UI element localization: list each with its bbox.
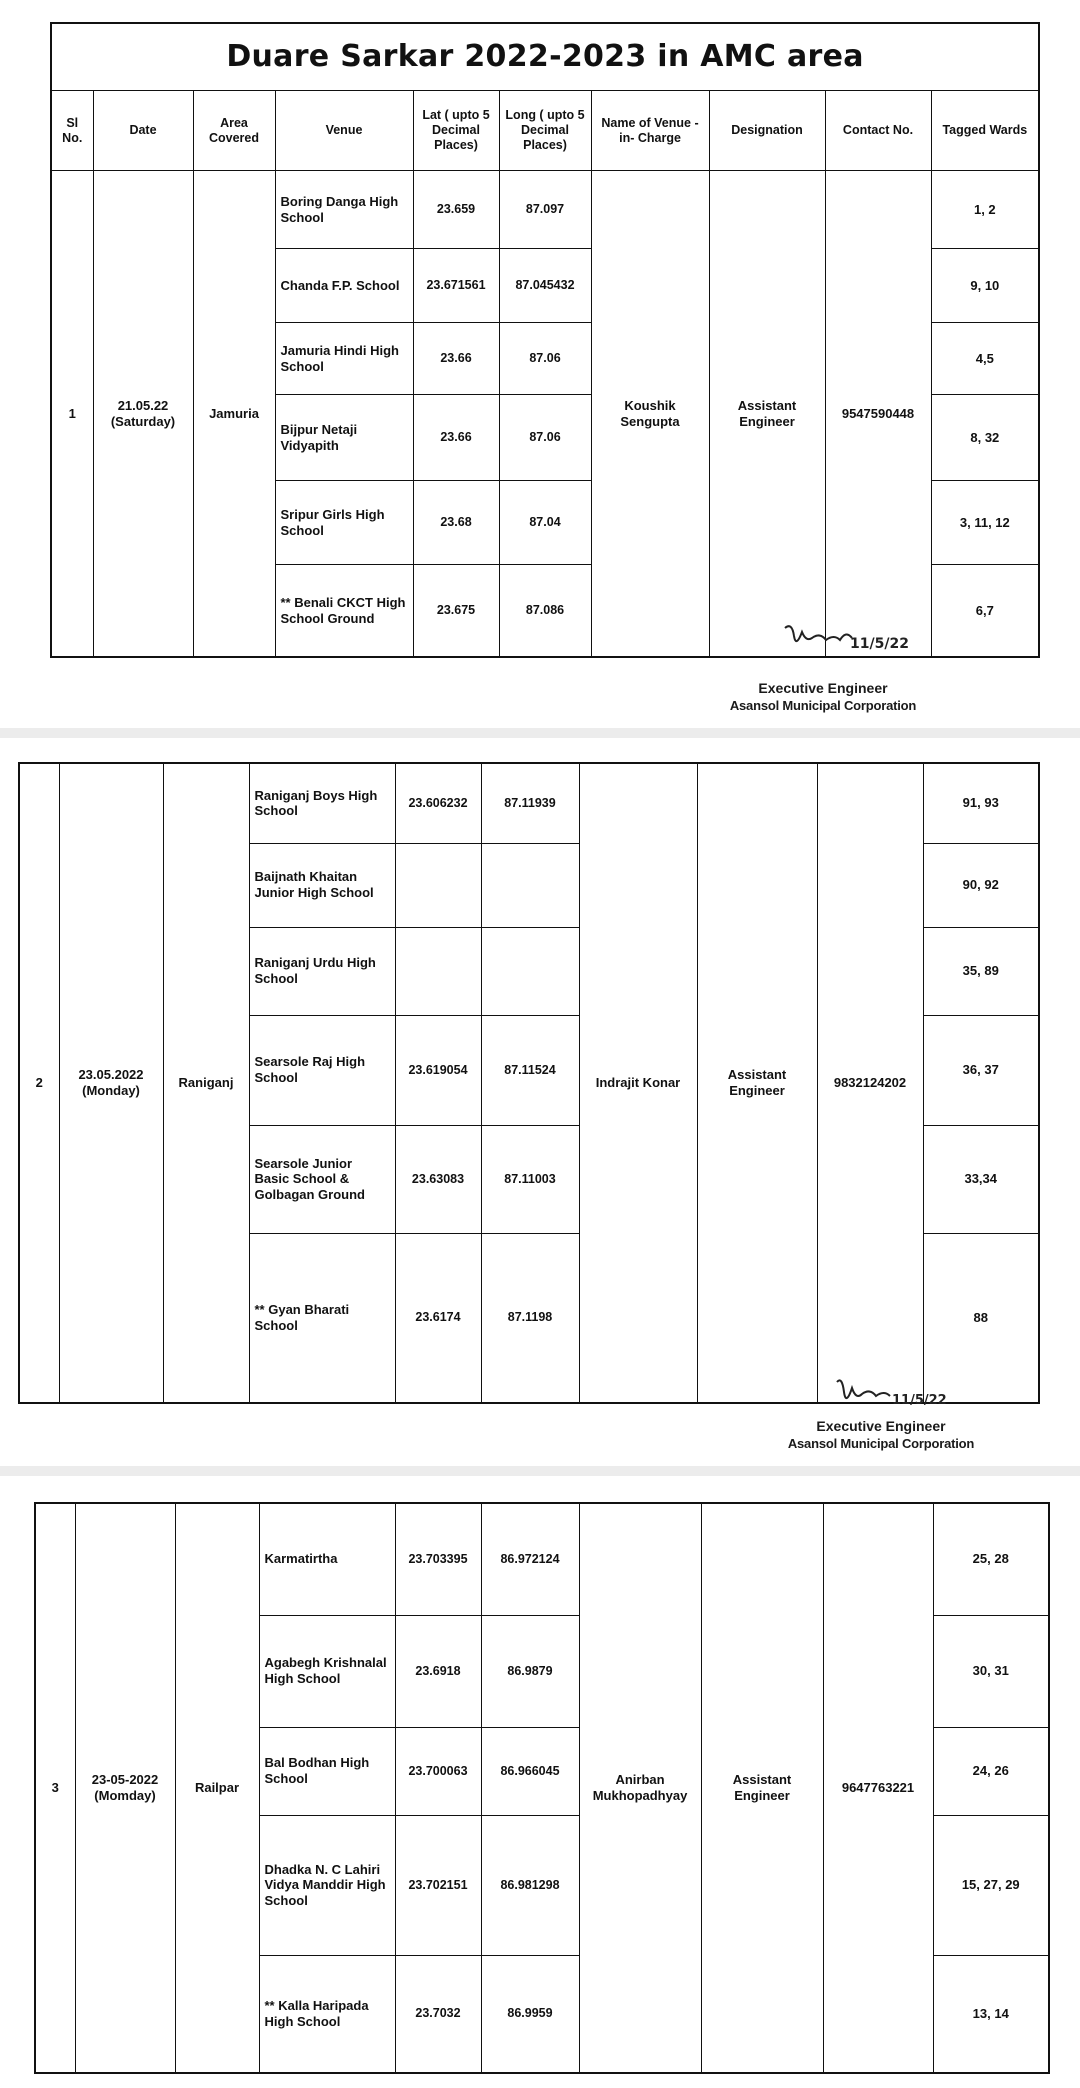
long-cell: 86.972124	[481, 1503, 579, 1615]
venue-cell: Searsole Junior Basic School & Golbagan Ground	[249, 1125, 395, 1233]
venue-cell: Karmatirtha	[259, 1503, 395, 1615]
wards-cell: 35, 89	[923, 927, 1039, 1015]
long-cell: 87.086	[499, 565, 591, 657]
venue-cell: Raniganj Boys High School	[249, 763, 395, 843]
lat-cell: 23.675	[413, 565, 499, 657]
header-long: Long ( upto 5 Decimal Places)	[499, 91, 591, 171]
signature-date: 11/5/22	[850, 636, 909, 652]
venue-cell: Agabegh Krishnalal High School	[259, 1615, 395, 1727]
lat-cell: 23.63083	[395, 1125, 481, 1233]
venue-cell: ** Benali CKCT High School Ground	[275, 565, 413, 657]
wards-cell: 3, 11, 12	[931, 481, 1039, 565]
sl-cell: 2	[19, 763, 59, 1403]
venue-cell: Bal Bodhan High School	[259, 1727, 395, 1815]
lat-cell: 23.7032	[395, 1955, 481, 2073]
wards-cell: 88	[923, 1233, 1039, 1403]
incharge-cell: Anirban Mukhopadhyay	[579, 1503, 701, 2073]
venue-cell: Jamuria Hindi High School	[275, 323, 413, 395]
table-row	[51, 171, 1039, 249]
header-sl: Sl No.	[51, 91, 93, 171]
wards-cell: 33,34	[923, 1125, 1039, 1233]
lat-cell: 23.700063	[395, 1727, 481, 1815]
wards-cell: 15, 27, 29	[933, 1815, 1049, 1955]
date-cell: 21.05.22 (Saturday)	[93, 171, 193, 657]
long-cell: 87.06	[499, 323, 591, 395]
stamp-line-2: Asansol Municipal Corporation	[787, 1435, 975, 1451]
long-cell	[481, 843, 579, 927]
venue-cell: Sripur Girls High School	[275, 481, 413, 565]
table-row	[19, 763, 1039, 843]
lat-cell: 23.659	[413, 171, 499, 249]
lat-cell: 23.68	[413, 481, 499, 565]
schedule-table-1	[50, 22, 1040, 658]
wards-cell: 6,7	[931, 565, 1039, 657]
header-date: Date	[93, 91, 193, 171]
header-area: Area Covered	[193, 91, 275, 171]
area-cell: Jamuria	[193, 171, 275, 657]
page-2	[0, 738, 1080, 1466]
venue-cell: Boring Danga High School	[275, 171, 413, 249]
wards-cell: 36, 37	[923, 1015, 1039, 1125]
executive-engineer-stamp	[728, 680, 918, 714]
long-cell: 87.11003	[481, 1125, 579, 1233]
lat-cell: 23.606232	[395, 763, 481, 843]
lat-cell: 23.702151	[395, 1815, 481, 1955]
wards-cell: 8, 32	[931, 395, 1039, 481]
header-wards: Tagged Wards	[931, 91, 1039, 171]
page-separator	[0, 1466, 1080, 1476]
schedule-table-3	[34, 1502, 1050, 2074]
signature-icon	[780, 618, 920, 658]
wards-cell: 13, 14	[933, 1955, 1049, 2073]
page-separator	[0, 728, 1080, 738]
long-cell: 87.06	[499, 395, 591, 481]
long-cell: 87.1198	[481, 1233, 579, 1403]
venue-cell: Chanda F.P. School	[275, 249, 413, 323]
signature-icon	[832, 1374, 952, 1414]
long-cell: 87.097	[499, 171, 591, 249]
venue-cell: Dhadka N. C Lahiri Vidya Manddir High School	[259, 1815, 395, 1955]
designation-cell: Assistant Engineer	[697, 763, 817, 1403]
schedule-table-2	[18, 762, 1040, 1404]
lat-cell: 23.6918	[395, 1615, 481, 1727]
contact-cell: 9547590448	[825, 171, 931, 657]
venue-cell: ** Gyan Bharati School	[249, 1233, 395, 1403]
date-cell: 23.05.2022 (Monday)	[59, 763, 163, 1403]
long-cell: 87.045432	[499, 249, 591, 323]
table-row	[35, 1503, 1049, 1615]
contact-cell: 9832124202	[817, 763, 923, 1403]
long-cell: 87.11939	[481, 763, 579, 843]
lat-cell: 23.671561	[413, 249, 499, 323]
wards-cell: 9, 10	[931, 249, 1039, 323]
long-cell: 87.11524	[481, 1015, 579, 1125]
wards-cell: 24, 26	[933, 1727, 1049, 1815]
venue-cell: Baijnath Khaitan Junior High School	[249, 843, 395, 927]
lat-cell: 23.66	[413, 323, 499, 395]
wards-cell: 30, 31	[933, 1615, 1049, 1727]
stamp-line-1: Executive Engineer	[758, 680, 888, 696]
wards-cell: 91, 93	[923, 763, 1039, 843]
lat-cell: 23.703395	[395, 1503, 481, 1615]
page-1	[0, 0, 1080, 728]
page-title: Duare Sarkar 2022-2023 in AMC area	[51, 23, 1039, 91]
wards-cell: 4,5	[931, 323, 1039, 395]
incharge-cell: Indrajit Konar	[579, 763, 697, 1403]
designation-cell: Assistant Engineer	[709, 171, 825, 657]
long-cell	[481, 927, 579, 1015]
header-incharge: Name of Venue -in- Charge	[591, 91, 709, 171]
lat-cell	[395, 843, 481, 927]
lat-cell: 23.66	[413, 395, 499, 481]
long-cell: 86.9959	[481, 1955, 579, 2073]
venue-cell: ** Kalla Haripada High School	[259, 1955, 395, 2073]
incharge-cell: Koushik Sengupta	[591, 171, 709, 657]
long-cell: 87.04	[499, 481, 591, 565]
lat-cell	[395, 927, 481, 1015]
area-cell: Raniganj	[163, 763, 249, 1403]
wards-cell: 1, 2	[931, 171, 1039, 249]
wards-cell: 25, 28	[933, 1503, 1049, 1615]
wards-cell: 90, 92	[923, 843, 1039, 927]
executive-engineer-stamp	[786, 1418, 976, 1452]
designation-cell: Assistant Engineer	[701, 1503, 823, 2073]
header-venue: Venue	[275, 91, 413, 171]
long-cell: 86.981298	[481, 1815, 579, 1955]
long-cell: 86.9879	[481, 1615, 579, 1727]
signature-date: 11/5/22	[892, 1393, 947, 1408]
contact-cell: 9647763221	[823, 1503, 933, 2073]
header-lat: Lat ( upto 5 Decimal Places)	[413, 91, 499, 171]
date-cell: 23-05-2022 (Momday)	[75, 1503, 175, 2073]
area-cell: Railpar	[175, 1503, 259, 2073]
long-cell: 86.966045	[481, 1727, 579, 1815]
sl-cell: 1	[51, 171, 93, 657]
lat-cell: 23.619054	[395, 1015, 481, 1125]
venue-cell: Searsole Raj High School	[249, 1015, 395, 1125]
venue-cell: Bijpur Netaji Vidyapith	[275, 395, 413, 481]
header-designation: Designation	[709, 91, 825, 171]
stamp-line-1: Executive Engineer	[816, 1418, 946, 1434]
stamp-line-2: Asansol Municipal Corporation	[729, 697, 917, 713]
header-contact: Contact No.	[825, 91, 931, 171]
venue-cell: Raniganj Urdu High School	[249, 927, 395, 1015]
page-3	[0, 1476, 1080, 2088]
lat-cell: 23.6174	[395, 1233, 481, 1403]
sl-cell: 3	[35, 1503, 75, 2073]
